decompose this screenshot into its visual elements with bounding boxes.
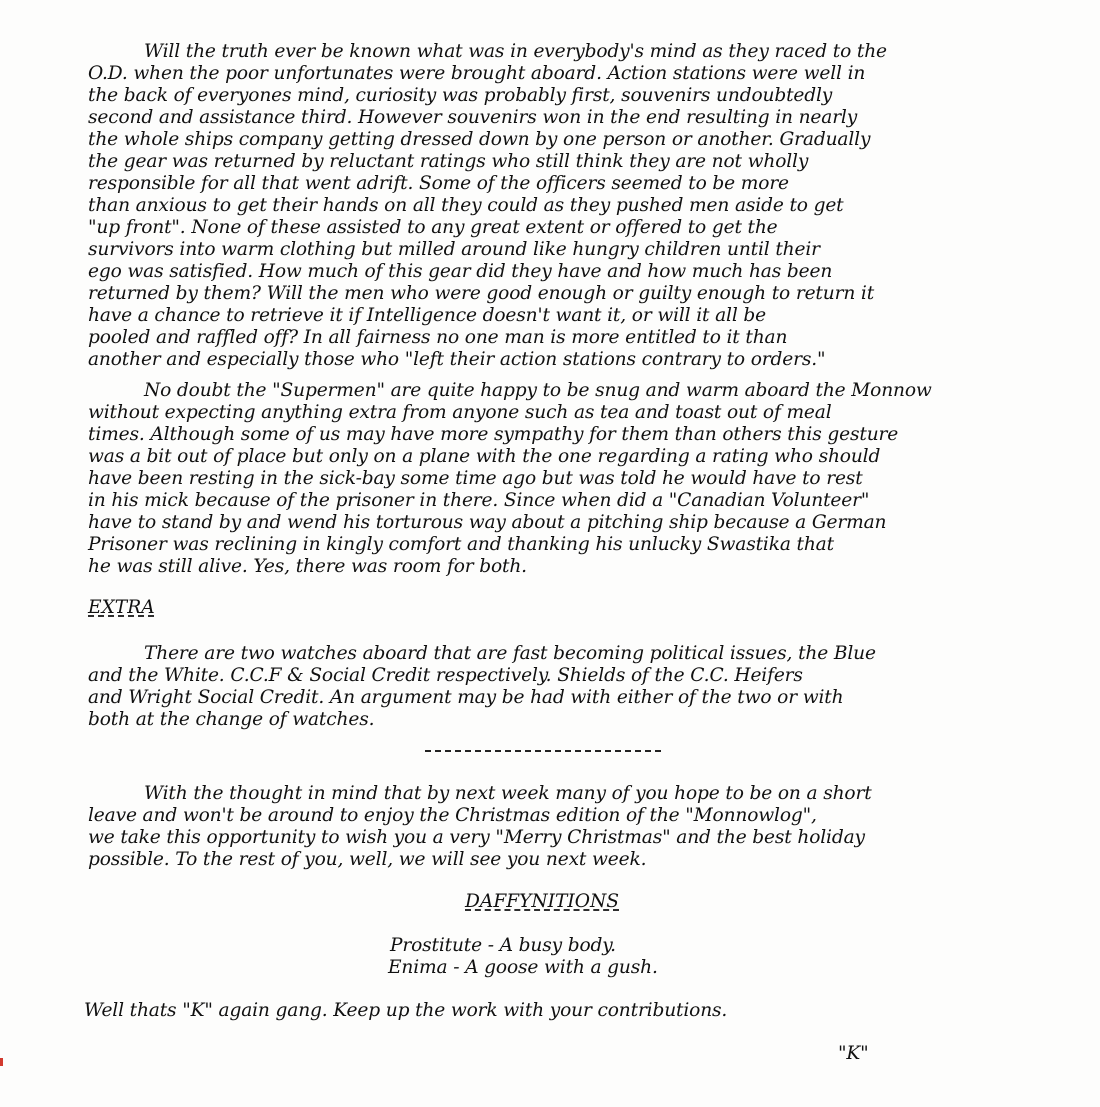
text-line: the whole ships company getting dressed down by one person or another. Gradually <box>88 129 871 150</box>
text-line: There are two watches aboard that are fast becoming political issues, the Blue <box>144 643 876 664</box>
text-line: and Wright Social Credit. An argument may be had with either of the two or with <box>88 687 844 708</box>
text-line: both at the change of watches. <box>88 709 375 730</box>
daffynitions-heading: DAFFYNITIONS <box>465 891 620 912</box>
text-line: second and assistance third. However souvenirs won in the end resulting in nearly <box>88 107 858 128</box>
text-line: have to stand by and wend his torturous way about a pitching ship because a German <box>88 512 887 533</box>
dashed-divider <box>425 750 661 752</box>
text-line: possible. To the rest of you, well, we will see you next week. <box>88 849 647 870</box>
text-line: the gear was returned by reluctant ratings who still think they are not wholly <box>88 151 809 172</box>
text-line: O.D. when the poor unfortunates were brought aboard. Action stations were well in <box>88 63 866 84</box>
signature: "K" <box>838 1043 869 1064</box>
daffynition-item: Enima - A goose with a gush. <box>388 957 658 978</box>
text-line: was a bit out of place but only on a plane with the one regarding a rating who should <box>88 446 881 467</box>
text-line: we take this opportunity to wish you a very "Merry Christmas" and the best holiday <box>88 827 865 848</box>
text-line: another and especially those who "left their action stations contrary to orders." <box>88 349 826 370</box>
text-line: No doubt the "Supermen" are quite happy to be snug and warm aboard the Monnow <box>144 380 932 401</box>
closing-line: Well thats "K" again gang. Keep up the work with your contributions. <box>84 1000 728 1021</box>
extra-heading: EXTRA <box>88 597 155 618</box>
text-line: without expecting anything extra from anyone such as tea and toast out of meal <box>88 402 832 423</box>
text-line: With the thought in mind that by next week many of you hope to be on a short <box>144 783 872 804</box>
text-line: times. Although some of us may have more sympathy for them than others this gesture <box>88 424 899 445</box>
text-line: the back of everyones mind, curiosity was probably first, souvenirs undoubtedly <box>88 85 833 106</box>
text-line: and the White. C.C.F & Social Credit respectively. Shields of the C.C. Heifers <box>88 665 803 686</box>
text-line: "up front". None of these assisted to any great extent or offered to get the <box>88 217 778 238</box>
text-line: returned by them? Will the men who were good enough or guilty enough to return it <box>88 283 875 304</box>
text-line: Prisoner was reclining in kingly comfort and thanking his unlucky Swastika that <box>88 534 834 555</box>
text-line: responsible for all that went adrift. Some of the officers seemed to be more <box>88 173 789 194</box>
text-line: Will the truth ever be known what was in everybody's mind as they raced to the <box>144 41 887 62</box>
text-line: than anxious to get their hands on all they could as they pushed men aside to get <box>88 195 844 216</box>
edge-mark <box>0 1058 3 1066</box>
text-line: have been resting in the sick-bay some time ago but was told he would have to rest <box>88 468 863 489</box>
text-line: leave and won't be around to enjoy the Christmas edition of the "Monnowlog", <box>88 805 817 826</box>
text-line: have a chance to retrieve it if Intelligence doesn't want it, or will it all be <box>88 305 767 326</box>
text-line: pooled and raffled off? In all fairness no one man is more entitled to it than <box>88 327 788 348</box>
text-line: he was still alive. Yes, there was room for both. <box>88 556 527 577</box>
text-line: in his mick because of the prisoner in there. Since when did a "Canadian Volunteer" <box>88 490 870 511</box>
daffynition-item: Prostitute - A busy body. <box>390 935 616 956</box>
text-line: survivors into warm clothing but milled around like hungry children until their <box>88 239 820 260</box>
text-line: ego was satisfied. How much of this gear did they have and how much has been <box>88 261 833 282</box>
